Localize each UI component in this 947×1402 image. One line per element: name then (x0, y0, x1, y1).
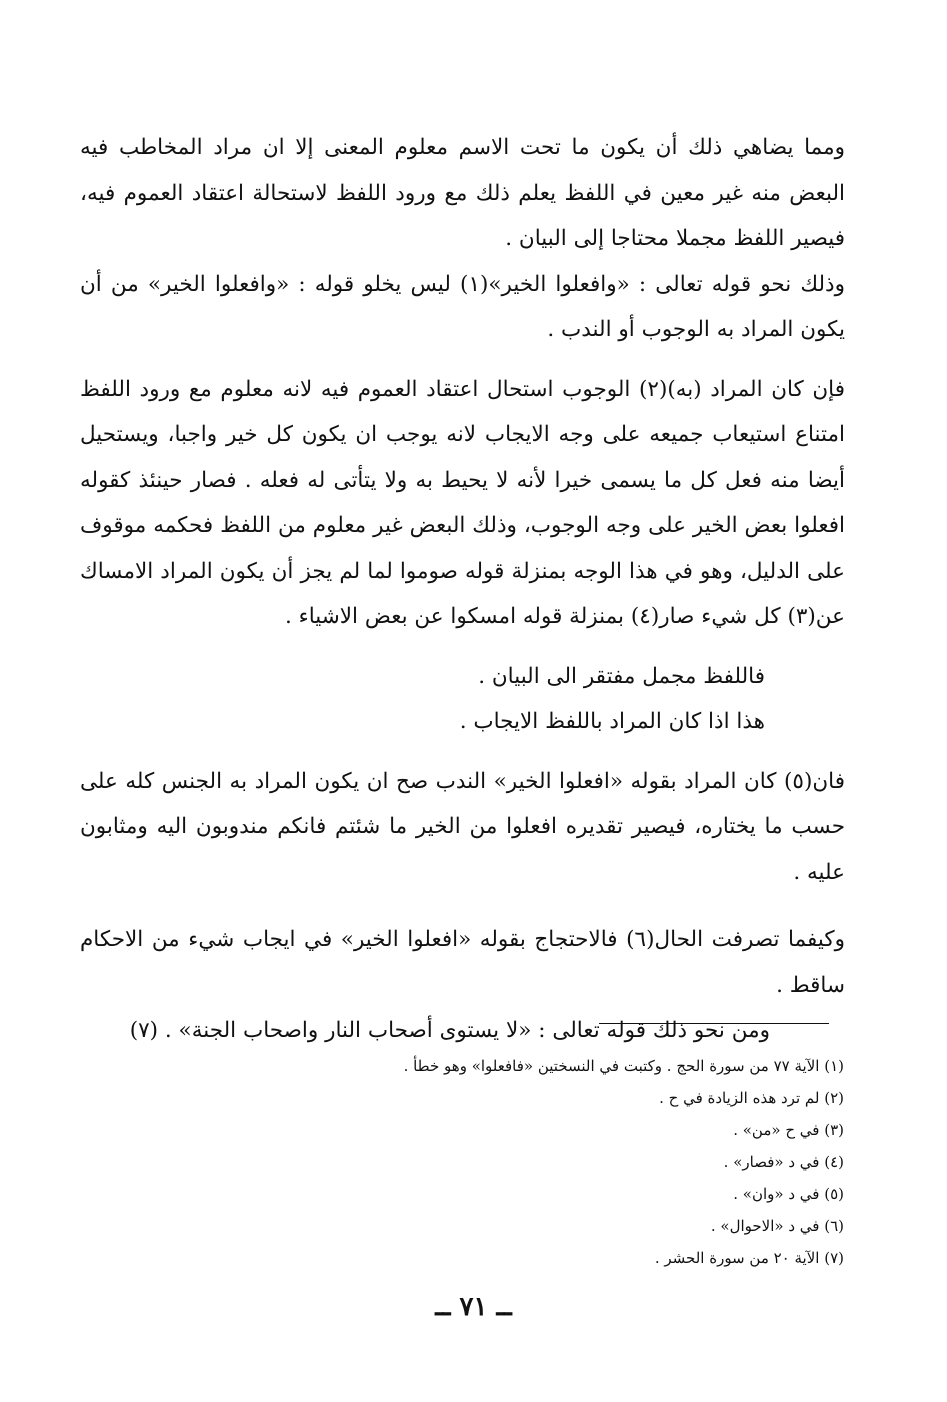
paragraph-4: فاللفظ مجمل مفتقر الى البيان . (478, 663, 765, 689)
paragraph-6: فان(٥) كان المراد بقوله «افعلوا الخير» الندب صح ان يكون المراد به الجنس كله على حسب ما يختاره، فيصير تقديره افعلوا من الخير ما شئتم فانكم مندوبون اليه ومثابون عليه . (80, 768, 845, 885)
paragraph-8: ومن نحو ذلك قوله تعالى : «لا يستوى أصحاب النار واصحاب الجنة» . (٧) (129, 1018, 770, 1043)
footnote-6: (٦) في د «الاحوال» . (710, 1217, 844, 1235)
footnote-separator (599, 1023, 829, 1024)
spacer (80, 745, 845, 759)
footnote-7: (٧) الآية ٢٠ من سورة الحشر . (654, 1249, 844, 1267)
paragraph-5: هذا اذا كان المراد باللفظ الايجاب . (459, 709, 765, 734)
footnote-2: (٢) لم ترد هذه الزيادة في ح . (659, 1089, 844, 1107)
footnote-1: (١) الآية ٧٧ من سورة الحج . وكتبت في النسختين «فافعلوا» وهو خطأ . (403, 1057, 844, 1075)
footnotes (104, 1050, 844, 1274)
paragraph-2: وذلك نحو قوله تعالى : «وافعلوا الخير»(١) ليس يخلو قوله : «وافعلوا الخير» من أن يكون المراد به الوجوب أو الندب . (80, 271, 845, 342)
spacer (80, 895, 845, 917)
main-text (80, 125, 845, 1054)
paragraph-7: وكيفما تصرفت الحال(٦) فالاحتجاج بقوله «افعلوا الخير» في ايجاب شيء من الاحكام ساقط . (80, 927, 845, 998)
footnote-5: (٥) في د «وان» . (733, 1185, 844, 1203)
footnote-3: (٣) في ح «من» . (733, 1121, 844, 1139)
spacer (80, 353, 845, 367)
footnote-4: (٤) في د «فصار» . (723, 1153, 844, 1171)
page-number: ــ ٧١ ــ (435, 1292, 512, 1322)
paragraph-3: فإن كان المراد (به)(٢) الوجوب استحال اعتقاد العموم فيه لانه معلوم مع ورود اللفظ امتناع استيعاب جميعه على وجه الايجاب لانه يوجب ان يكون كل خير واجبا، ويستحيل أيضا منه فعل كل ما يسمى خيرا لأنه لا يحيط به ولا يتأتى له فعله . فصار حينئذ كقوله افعلوا بعض الخير على وجه الوجوب، وذلك البعض غير معلوم من اللفظ فحكمه موقوف على الدليل، وهو في هذا الوجه بمنزلة قوله صوموا لما لم يجز أن يكون المراد الامساك عن(٣) كل شيء صار(٤) بمنزلة قوله امسكوا عن بعض الاشياء . (80, 376, 845, 629)
spacer (80, 640, 845, 654)
paragraph-1: ومما يضاهي ذلك أن يكون ما تحت الاسم معلوم المعنى إلا ان مراد المخاطب فيه البعض منه غير معين في اللفظ يعلم ذلك مع ورود اللفظ لاستحالة اعتقاد العموم فيه، فيصير اللفظ مجملا محتاجا إلى البيان . (80, 135, 845, 251)
